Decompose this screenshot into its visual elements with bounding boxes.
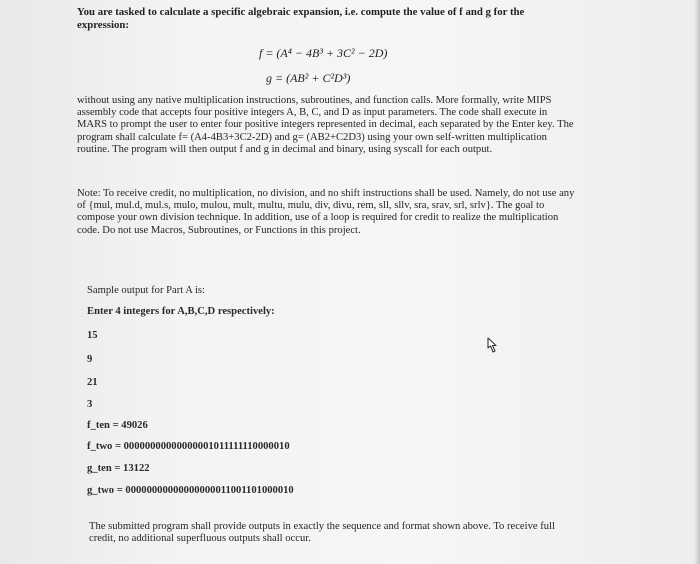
- sample-heading: Sample output for Part A is:: [87, 285, 205, 296]
- intro-text: You are tasked to calculate a specific algebraic expansion, i.e. compute the value of f and g for the expression:: [77, 6, 525, 31]
- page-edge-shadow: [694, 0, 700, 564]
- sample-prompt: Enter 4 integers for A,B,C,D respectively:: [87, 306, 275, 317]
- paragraph-closing: The submitted program shall provide outputs in exactly the sequence and format shown above. To receive full credit, no additional superfluous outputs shall occur.: [89, 521, 555, 545]
- sample-input-c: 21: [87, 377, 98, 388]
- sample-g-ten: g_ten = 13122: [87, 463, 150, 474]
- mouse-pointer-icon: [484, 336, 502, 356]
- paragraph-note: Note: To receive credit, no multiplication, no division, and no shift instructions shall be used. Namely, do not use any of {mul, mul.d, mul.s, mulo, mulou, mult, multu, mulu, div, divu, rem, sll, sllv, sra, srav, srl, srlv}. The goal to compose your own division technique. In addition, use of a loop is required for credit to realize the multiplication code. Do not use Macros, Subroutines, or Functions in this project.: [77, 188, 575, 236]
- sample-input-a: 15: [87, 330, 98, 341]
- equation-f: f = (A⁴ − 4B³ + 3C² − 2D): [259, 46, 388, 60]
- sample-input-b: 9: [87, 354, 93, 365]
- equation-g: g = (AB² + C²D³): [266, 71, 351, 85]
- paragraph-description: without using any native multiplication instructions, subroutines, and function calls. More formally, write MIPS assembly code that accepts four positive integers A, B, C, and D as input parameters. The code shall execute in MARS to prompt the user to enter four positive integers represented in decimal, each separated by the Enter key. The program shall calculate f= (A4-4B3+3C2-2D) and g= (AB2+C2D3) using your own self-written multiplication routine. The program will then output f and g in decimal and binary, using syscall for each output.: [77, 95, 574, 155]
- sample-f-two: f_two = 00000000000000001011111110000010: [87, 441, 290, 452]
- sample-g-two: g_two = 00000000000000000011001101000010: [87, 485, 294, 496]
- sample-input-d: 3: [87, 399, 93, 410]
- sample-f-ten: f_ten = 49026: [87, 420, 148, 431]
